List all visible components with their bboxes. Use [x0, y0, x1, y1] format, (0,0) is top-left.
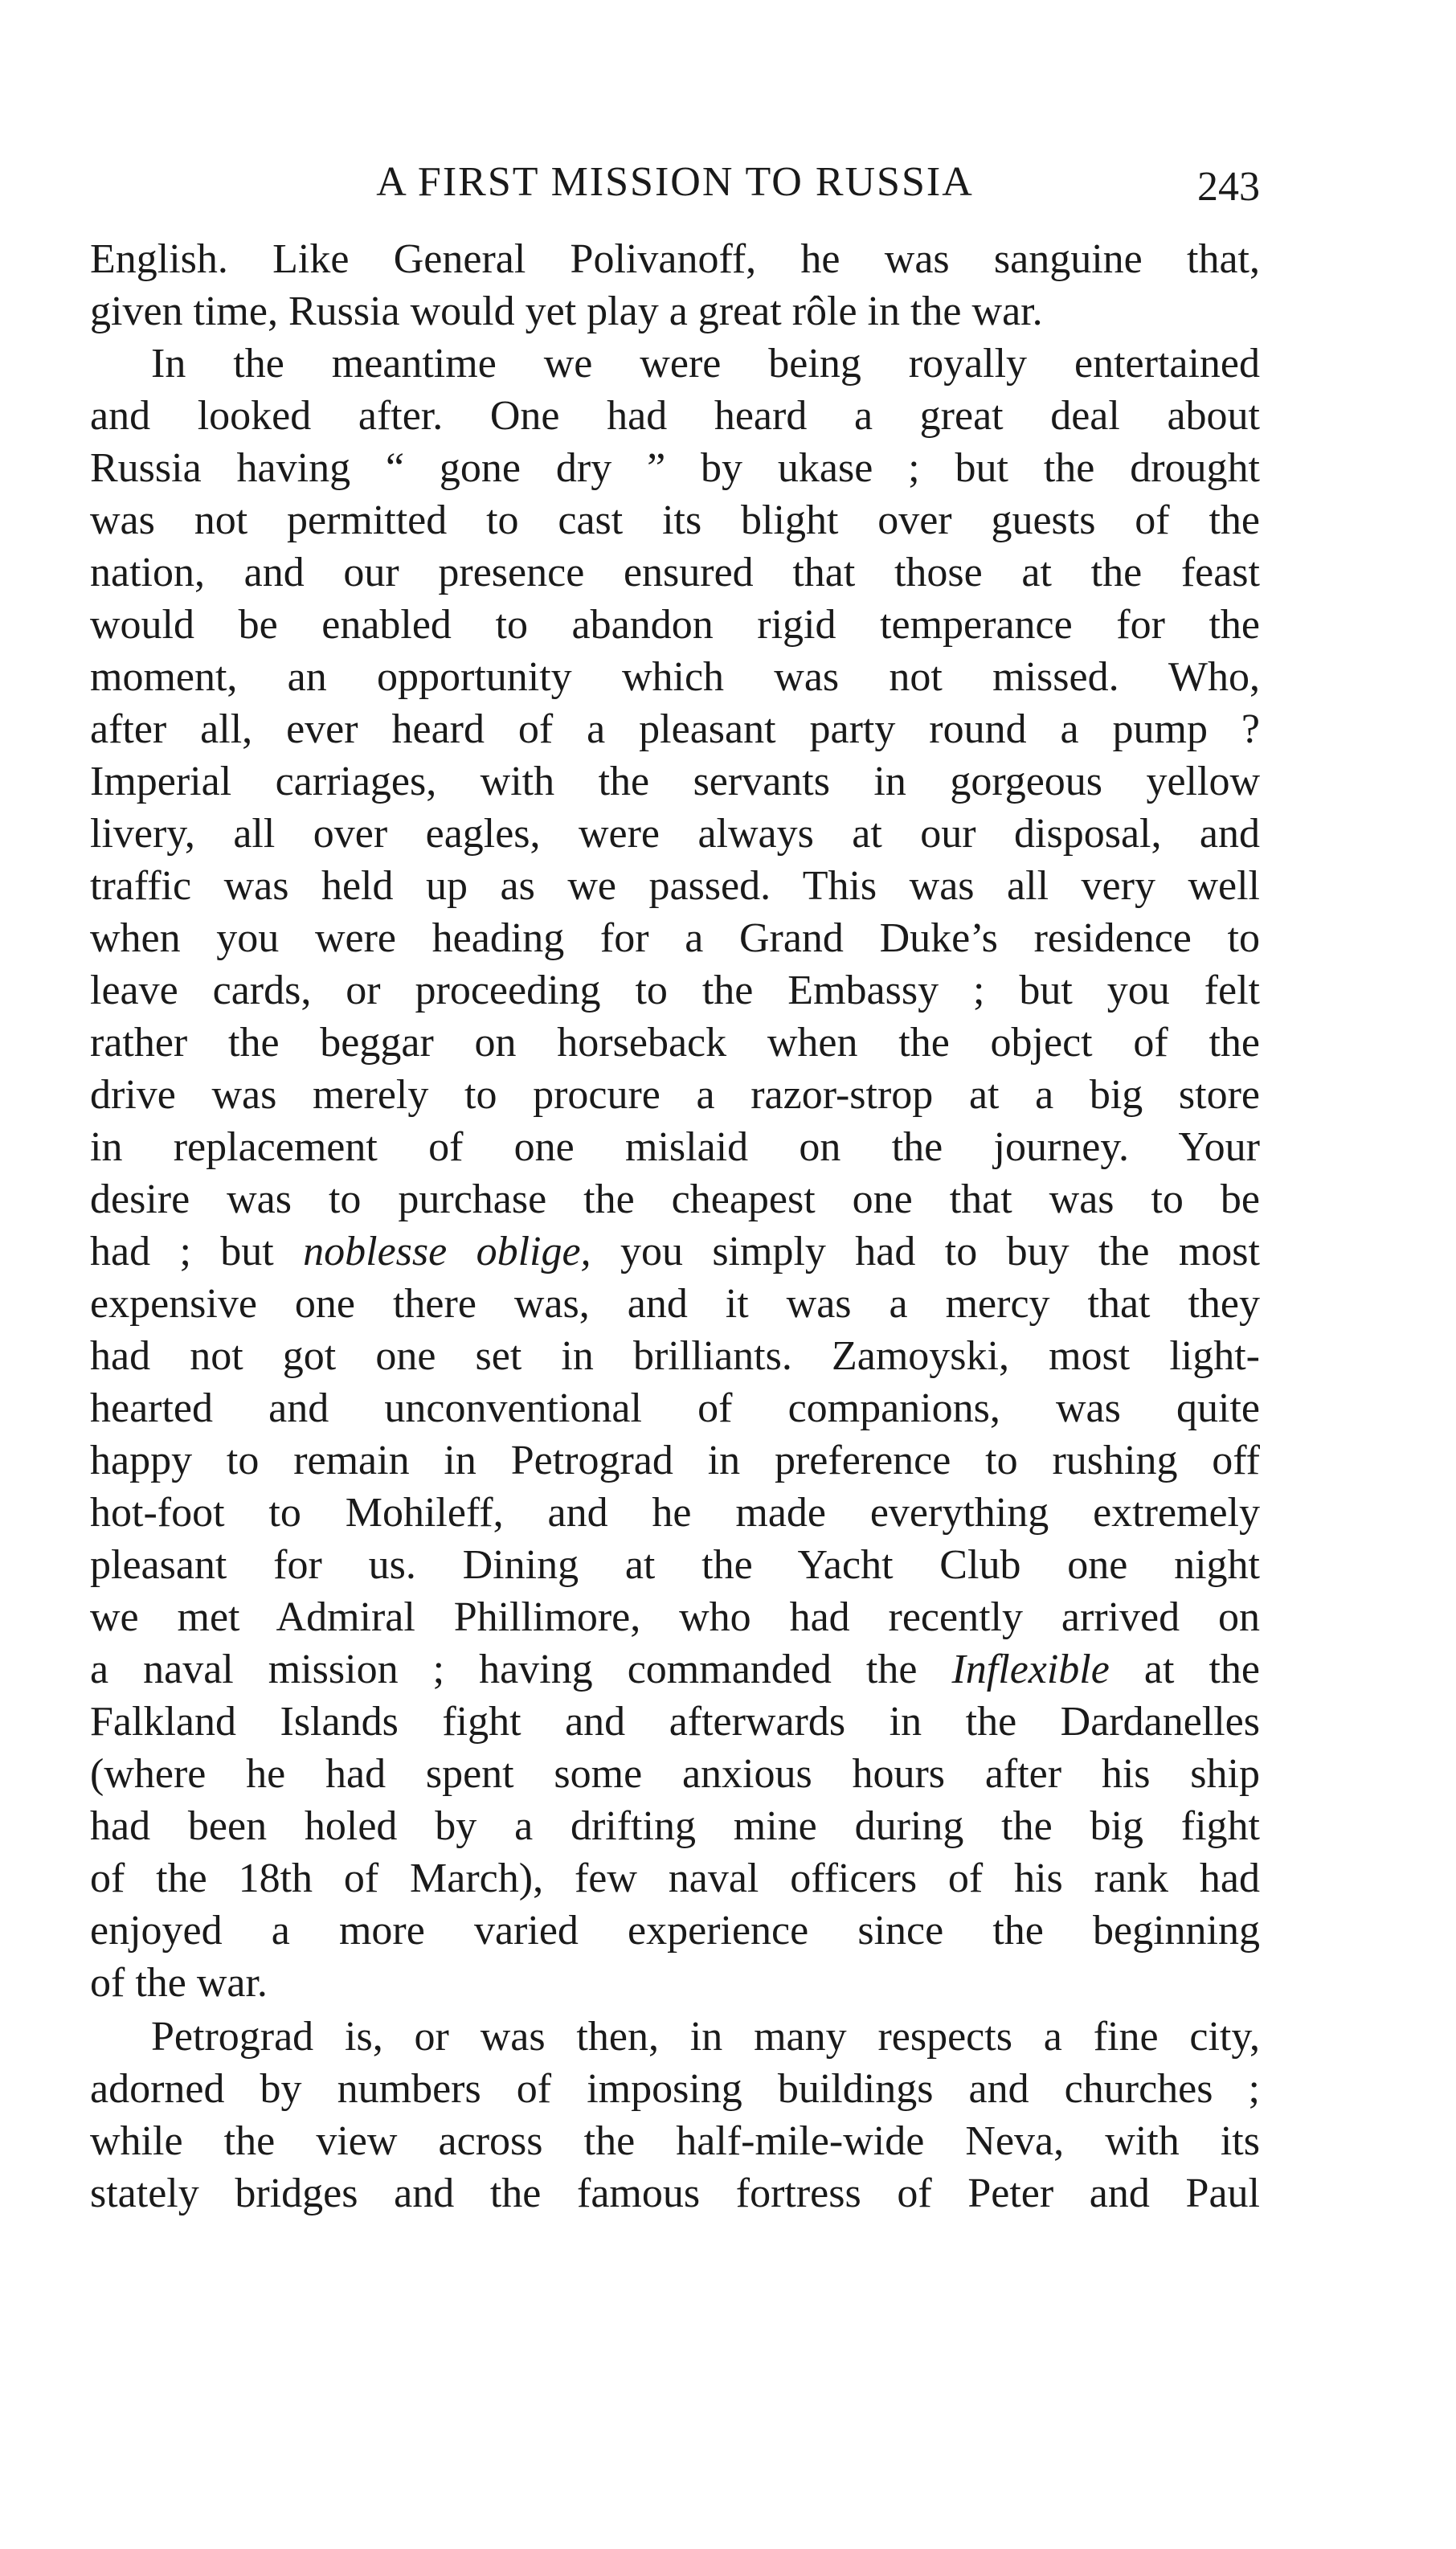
running-head — [90, 154, 1260, 211]
text-line: Imperial carriages, with the servants in gorgeous yellow — [90, 759, 1260, 804]
text-line: hot-foot to Mohileff, and he made everything extremely — [90, 1490, 1260, 1536]
text-line: happy to remain in Petrograd in preference to rushing off — [90, 1438, 1260, 1483]
text-line: desire was to purchase the cheapest one that was to be — [90, 1176, 1260, 1222]
body-text — [90, 233, 1260, 2220]
running-title: A FIRST MISSION TO RUSSIA — [376, 159, 974, 205]
text-run: had ; but — [90, 1229, 304, 1274]
text-line: after all, ever heard of a pleasant party round a pump ? — [90, 706, 1260, 752]
text-line: expensive one there was, and it was a mercy that they — [90, 1281, 1260, 1327]
text-line: In the meantime we were being royally entertained — [151, 341, 1260, 387]
text-line: rather the beggar on horseback when the object of the — [90, 1020, 1260, 1066]
text-line: nation, and our presence ensured that those at the feast — [90, 550, 1260, 595]
text-line: Falkland Islands fight and afterwards in the Dardanelles — [90, 1699, 1260, 1745]
italic-phrase: Inflexible — [951, 1647, 1110, 1692]
text-line: pleasant for us. Dining at the Yacht Club one night — [90, 1542, 1260, 1588]
text-line: given time, Russia would yet play a great rôle in the war. — [90, 288, 1043, 334]
text-run: at the — [1109, 1647, 1260, 1692]
text-line: enjoyed a more varied experience since the beginning — [90, 1908, 1260, 1954]
text-line: had been holed by a drifting mine during the big fight — [90, 1803, 1260, 1849]
text-line: (where he had spent some anxious hours after his ship — [90, 1751, 1260, 1797]
text-line: would be enabled to abandon rigid temperance for the — [90, 602, 1260, 648]
text-line: adorned by numbers of imposing buildings and churches ; — [90, 2066, 1260, 2112]
text-line: while the view across the half-mile-wide Neva, with its — [90, 2118, 1260, 2164]
text-line: drive was merely to procure a razor-strop at a big store — [90, 1072, 1260, 1118]
italic-phrase: noblesse oblige, — [303, 1229, 591, 1274]
text-run: you simply had to buy the most — [591, 1229, 1260, 1274]
text-line: of the 18th of March), few naval officers of his rank had — [90, 1855, 1260, 1901]
text-line: hearted and unconventional of companions, was quite — [90, 1385, 1260, 1431]
text-line: stately bridges and the famous fortress of Peter and Paul — [90, 2171, 1260, 2216]
text-line: of the war. — [90, 1960, 268, 2006]
text-line: and looked after. One had heard a great deal about — [90, 393, 1260, 439]
text-line — [90, 1643, 1260, 1696]
text-line: when you were heading for a Grand Duke’s residence to — [90, 915, 1260, 961]
text-line: moment, an opportunity which was not missed. Who, — [90, 654, 1260, 700]
text-line: English. Like General Polivanoff, he was sanguine that, — [90, 236, 1260, 282]
text-line: Petrograd is, or was then, in many respects a fine city, — [151, 2014, 1260, 2060]
text-line — [90, 1225, 1260, 1278]
text-line: livery, all over eagles, were always at our disposal, and — [90, 811, 1260, 857]
text-line: we met Admiral Phillimore, who had recently arrived on — [90, 1594, 1260, 1640]
text-line: was not permitted to cast its blight over guests of the — [90, 497, 1260, 543]
text-run: a naval mission ; having commanded the — [90, 1647, 952, 1692]
text-line: had not got one set in brilliants. Zamoyski, most light- — [90, 1333, 1260, 1379]
text-line: leave cards, or proceeding to the Embassy ; but you felt — [90, 968, 1260, 1013]
text-line: in replacement of one mislaid on the journey. Your — [90, 1124, 1260, 1170]
text-line: Russia having “ gone dry ” by ukase ; but the drought — [90, 445, 1260, 491]
page-number: 243 — [1197, 164, 1260, 210]
text-line: traffic was held up as we passed. This was all very well — [90, 863, 1260, 909]
